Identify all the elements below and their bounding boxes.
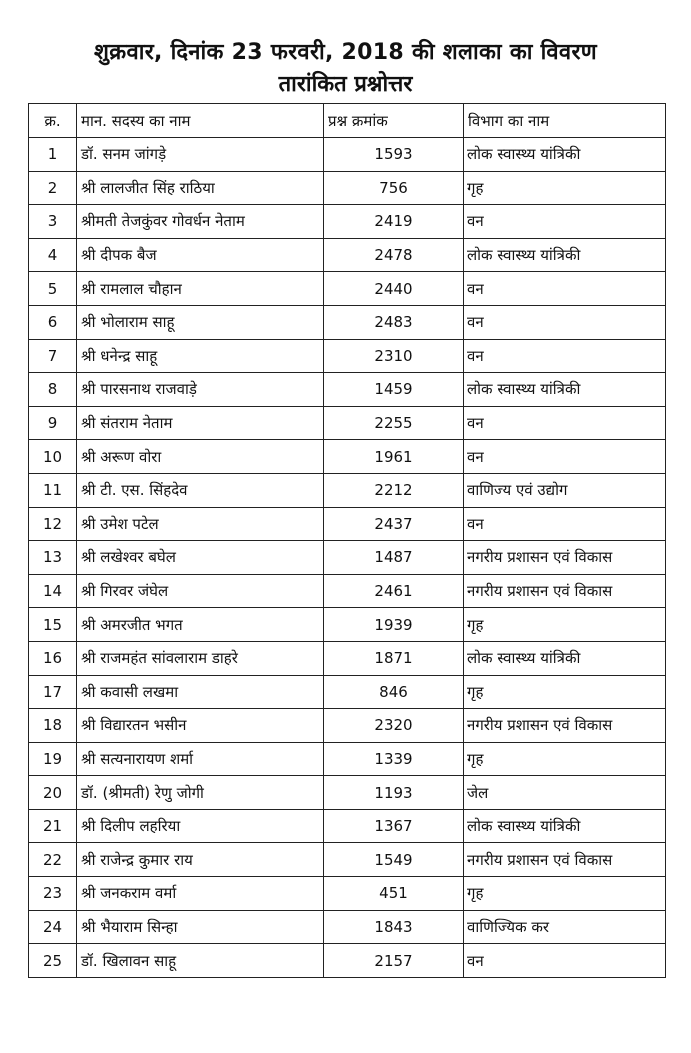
row-member-name: श्री सत्यनारायण शर्मा <box>77 742 324 776</box>
row-serial-number: 19 <box>29 742 77 776</box>
table-row <box>29 843 666 877</box>
table-row <box>29 440 666 474</box>
row-department: नगरीय प्रशासन एवं विकास <box>464 574 666 608</box>
row-member-name: श्री अरूण वोरा <box>77 440 324 474</box>
row-serial-number: 4 <box>29 238 77 272</box>
table-row <box>29 641 666 675</box>
row-department: वाणिज्यिक कर <box>464 910 666 944</box>
row-question-number: 2437 <box>324 507 464 541</box>
row-department: गृह <box>464 877 666 911</box>
row-member-name: श्री भैयाराम सिन्हा <box>77 910 324 944</box>
row-serial-number: 2 <box>29 171 77 205</box>
row-serial-number: 22 <box>29 843 77 877</box>
row-department: वन <box>464 944 666 978</box>
row-question-number: 1193 <box>324 776 464 810</box>
row-serial-number: 3 <box>29 205 77 239</box>
row-question-number: 1961 <box>324 440 464 474</box>
row-member-name: डॉ. सनम जांगड़े <box>77 138 324 172</box>
table-row <box>29 171 666 205</box>
row-serial-number: 10 <box>29 440 77 474</box>
row-member-name: श्री दिलीप लहरिया <box>77 809 324 843</box>
row-serial-number: 21 <box>29 809 77 843</box>
row-department: जेल <box>464 776 666 810</box>
column-header-department: विभाग का नाम <box>464 104 666 138</box>
row-question-number: 1939 <box>324 608 464 642</box>
row-serial-number: 18 <box>29 709 77 743</box>
row-department: वन <box>464 406 666 440</box>
row-department: लोक स्वास्थ्य यांत्रिकी <box>464 373 666 407</box>
row-department: नगरीय प्रशासन एवं विकास <box>464 709 666 743</box>
row-member-name: डॉ. खिलावन साहू <box>77 944 324 978</box>
row-question-number: 2255 <box>324 406 464 440</box>
row-member-name: श्री कवासी लखमा <box>77 675 324 709</box>
table-row <box>29 406 666 440</box>
row-question-number: 756 <box>324 171 464 205</box>
row-department: गृह <box>464 675 666 709</box>
row-serial-number: 5 <box>29 272 77 306</box>
row-member-name: श्री अमरजीत भगत <box>77 608 324 642</box>
row-member-name: डॉ. (श्रीमती) रेणु जोगी <box>77 776 324 810</box>
row-question-number: 2419 <box>324 205 464 239</box>
table-row <box>29 709 666 743</box>
row-member-name: श्री जनकराम वर्मा <box>77 877 324 911</box>
row-department: गृह <box>464 608 666 642</box>
row-department: नगरीय प्रशासन एवं विकास <box>464 541 666 575</box>
row-question-number: 1549 <box>324 843 464 877</box>
row-department: वन <box>464 205 666 239</box>
row-department: लोक स्वास्थ्य यांत्रिकी <box>464 641 666 675</box>
row-member-name: श्रीमती तेजकुंवर गोवर्धन नेताम <box>77 205 324 239</box>
row-question-number: 2310 <box>324 339 464 373</box>
row-serial-number: 1 <box>29 138 77 172</box>
table-body <box>29 138 666 978</box>
row-member-name: श्री टी. एस. सिंहदेव <box>77 473 324 507</box>
row-serial-number: 17 <box>29 675 77 709</box>
row-department: गृह <box>464 742 666 776</box>
table-row <box>29 272 666 306</box>
row-department: लोक स्वास्थ्य यांत्रिकी <box>464 809 666 843</box>
row-serial-number: 25 <box>29 944 77 978</box>
row-serial-number: 7 <box>29 339 77 373</box>
row-department: लोक स्वास्थ्य यांत्रिकी <box>464 138 666 172</box>
row-member-name: श्री राजमहंत सांवलाराम डाहरे <box>77 641 324 675</box>
table-row <box>29 675 666 709</box>
row-question-number: 2212 <box>324 473 464 507</box>
table-row <box>29 574 666 608</box>
table-row <box>29 305 666 339</box>
row-member-name: श्री पारसनाथ राजवाड़े <box>77 373 324 407</box>
table-row <box>29 339 666 373</box>
table-row <box>29 742 666 776</box>
questions-table <box>28 103 666 978</box>
row-serial-number: 14 <box>29 574 77 608</box>
row-department: वन <box>464 507 666 541</box>
row-question-number: 2440 <box>324 272 464 306</box>
row-department: गृह <box>464 171 666 205</box>
row-member-name: श्री लखेश्वर बघेल <box>77 541 324 575</box>
table-row <box>29 238 666 272</box>
row-department: वन <box>464 272 666 306</box>
table-row <box>29 944 666 978</box>
table-row <box>29 541 666 575</box>
row-question-number: 846 <box>324 675 464 709</box>
row-member-name: श्री संतराम नेताम <box>77 406 324 440</box>
row-serial-number: 8 <box>29 373 77 407</box>
row-question-number: 1593 <box>324 138 464 172</box>
table-row <box>29 809 666 843</box>
table-row <box>29 608 666 642</box>
row-question-number: 1843 <box>324 910 464 944</box>
document-subtitle: तारांकित प्रश्नोत्तर <box>278 72 413 97</box>
column-header-member-name: मान. सदस्य का नाम <box>77 104 324 138</box>
row-department: वन <box>464 339 666 373</box>
row-serial-number: 9 <box>29 406 77 440</box>
row-department: नगरीय प्रशासन एवं विकास <box>464 843 666 877</box>
column-header-question-number: प्रश्न क्रमांक <box>324 104 464 138</box>
row-serial-number: 6 <box>29 305 77 339</box>
document-title: शुक्रवार, दिनांक 23 फरवरी, 2018 की शलाका का विवरण <box>94 40 597 65</box>
row-member-name: श्री उमेश पटेल <box>77 507 324 541</box>
row-question-number: 1367 <box>324 809 464 843</box>
table-row <box>29 473 666 507</box>
row-question-number: 1871 <box>324 641 464 675</box>
table-row <box>29 138 666 172</box>
row-question-number: 2478 <box>324 238 464 272</box>
row-serial-number: 11 <box>29 473 77 507</box>
column-header-serial: क्र. <box>29 104 77 138</box>
row-serial-number: 24 <box>29 910 77 944</box>
table-row <box>29 507 666 541</box>
table-header-row <box>29 104 666 138</box>
row-serial-number: 20 <box>29 776 77 810</box>
table-row <box>29 205 666 239</box>
row-question-number: 2483 <box>324 305 464 339</box>
row-member-name: श्री लालजीत सिंह राठिया <box>77 171 324 205</box>
row-question-number: 451 <box>324 877 464 911</box>
row-question-number: 2320 <box>324 709 464 743</box>
table-row <box>29 776 666 810</box>
row-member-name: श्री धनेन्द्र साहू <box>77 339 324 373</box>
row-department: वन <box>464 305 666 339</box>
row-question-number: 2157 <box>324 944 464 978</box>
table-row <box>29 373 666 407</box>
row-member-name: श्री रामलाल चौहान <box>77 272 324 306</box>
row-serial-number: 15 <box>29 608 77 642</box>
row-serial-number: 13 <box>29 541 77 575</box>
table-row <box>29 910 666 944</box>
row-department: लोक स्वास्थ्य यांत्रिकी <box>464 238 666 272</box>
row-member-name: श्री दीपक बैज <box>77 238 324 272</box>
row-member-name: श्री भोलाराम साहू <box>77 305 324 339</box>
row-question-number: 1487 <box>324 541 464 575</box>
row-question-number: 2461 <box>324 574 464 608</box>
row-question-number: 1459 <box>324 373 464 407</box>
row-serial-number: 23 <box>29 877 77 911</box>
row-member-name: श्री गिरवर जंघेल <box>77 574 324 608</box>
row-serial-number: 16 <box>29 641 77 675</box>
row-department: वाणिज्य एवं उद्योग <box>464 473 666 507</box>
row-member-name: श्री राजेन्द्र कुमार राय <box>77 843 324 877</box>
row-serial-number: 12 <box>29 507 77 541</box>
row-department: वन <box>464 440 666 474</box>
row-member-name: श्री विद्यारतन भसीन <box>77 709 324 743</box>
table-row <box>29 877 666 911</box>
row-question-number: 1339 <box>324 742 464 776</box>
